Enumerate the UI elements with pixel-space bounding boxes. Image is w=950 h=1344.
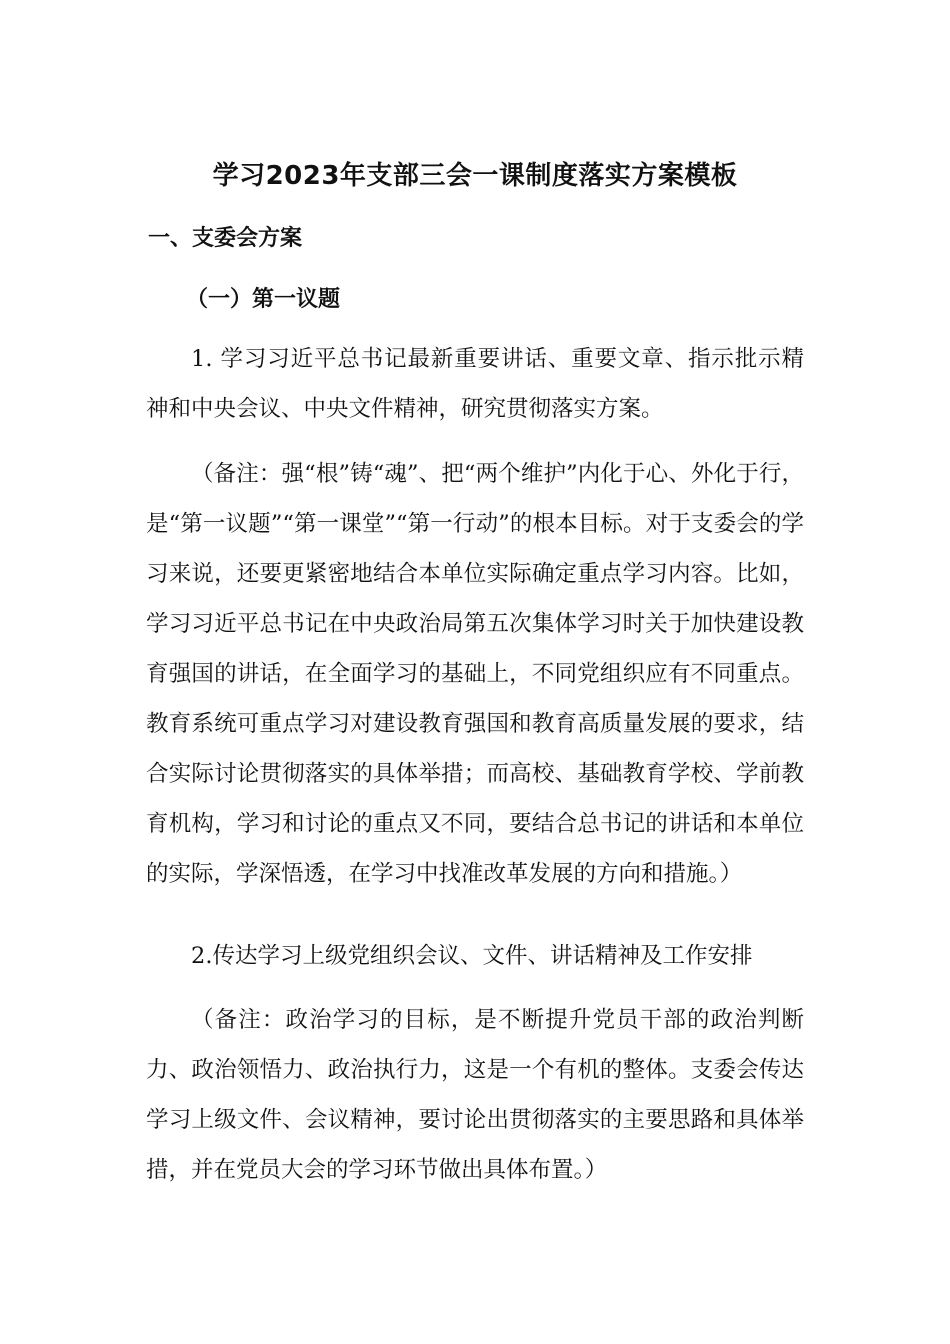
- section-heading: 一、支委会方案: [148, 226, 303, 251]
- paragraph-item-1: 1. 学习习近平总书记最新重要讲话、重要文章、指示批示精神和中央会议、中央文件精神，研究贯彻落实方案。: [146, 346, 804, 422]
- document-title: 学习2023年支部三会一课制度落实方案模板: [212, 161, 738, 191]
- paragraph-note-2: （备注：政治学习的目标，是不断提升党员干部的政治判断力、政治领悟力、政治执行力，这是一个有机的整体。支委会传达学习上级文件、会议精神，要讨论出贯彻落实的主要思路和具体举措，并在党员大会的学习环节做出具体布置。）: [146, 1007, 804, 1183]
- subsection-heading: （一）第一议题: [186, 287, 341, 312]
- paragraph-item-2: 2.传达学习上级党组织会议、文件、讲话精神及工作安排: [191, 943, 753, 969]
- paragraph-note-1: （备注：强“根”铸“魂”、把“两个维护”内化于心、外化于行，是“第一议题”“第一课堂”“第一行动”的根本目标。对于支委会的学习来说，还要更紧密地结合本单位实际确定重点学习内容。比如，学习习近平总书记在中央政治局第五次集体学习时关于加快建设教育强国的讲话，在全面学习的基础上，不同党组织应有不同重点。教育系统可重点学习对建设教育强国和教育高质量发展的要求，结合实际讨论贯彻落实的具体举措；而高校、基础教育学校、学前教育机构，学习和讨论的重点又不同，要结合总书记的讲话和本单位的实际，学深悟透，在学习中找准改革发展的方向和措施。）: [146, 461, 804, 887]
